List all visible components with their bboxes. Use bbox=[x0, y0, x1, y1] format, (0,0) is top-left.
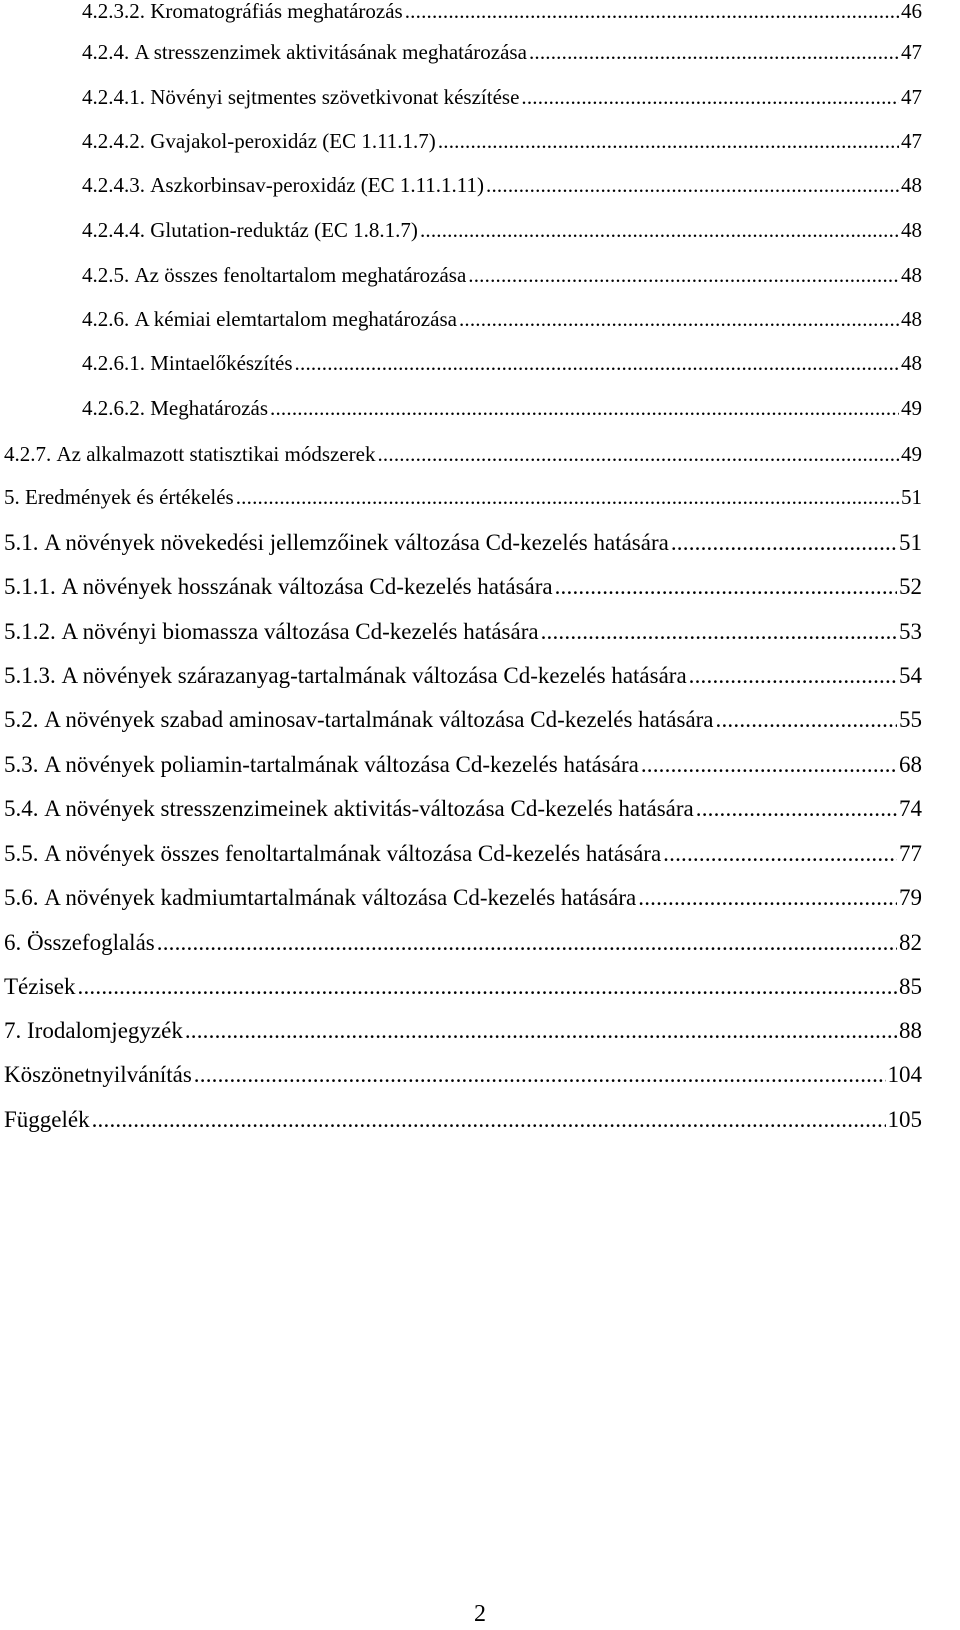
toc-leader-dots bbox=[638, 886, 897, 909]
toc-entry-number: 5.5. bbox=[4, 841, 39, 866]
toc-entry-title: A növények hosszának változása Cd-kezelés hatására bbox=[61, 574, 553, 599]
toc-entry-title: A kémiai elemtartalom meghatározása bbox=[134, 307, 457, 331]
toc-entry-number: 5.2. bbox=[4, 707, 39, 732]
toc-entry-title: Növényi sejtmentes szövetkivonat készítése bbox=[150, 85, 520, 109]
toc-entry-number: 4.2.7. bbox=[4, 442, 52, 466]
toc-entry-number: 4.2.6.2. bbox=[82, 396, 145, 420]
toc-entry-page: 53 bbox=[899, 619, 922, 644]
toc-entry-page: 48 bbox=[901, 218, 922, 242]
toc-entry-number: 5.6. bbox=[4, 885, 39, 910]
toc-entry-number: 5.1.2. bbox=[4, 619, 56, 644]
toc-entry-number: 5.3. bbox=[4, 752, 39, 777]
toc-entry-page: 49 bbox=[901, 396, 922, 420]
toc-entry-title: Aszkorbinsav-peroxidáz (EC 1.11.1.11) bbox=[150, 173, 485, 197]
toc-entry-title: A növények összes fenoltartalmának változása Cd-kezelés hatására bbox=[44, 841, 662, 866]
toc-entry-title: Az alkalmazott statisztikai módszerek bbox=[56, 442, 376, 466]
toc-entry-title: Az összes fenoltartalom meghatározása bbox=[134, 263, 467, 287]
toc-leader-dots bbox=[405, 1, 899, 22]
toc-entry-title: Glutation-reduktáz (EC 1.8.1.7) bbox=[150, 218, 418, 242]
toc-leader-dots bbox=[185, 1019, 897, 1042]
toc-entry-title: Kromatográfiás meghatározás bbox=[150, 0, 403, 23]
toc-entry-page: 82 bbox=[899, 930, 922, 955]
toc-entry-number: 4.2.6.1. bbox=[82, 351, 145, 375]
toc-entry[interactable] bbox=[4, 931, 922, 961]
toc-leader-dots bbox=[438, 131, 899, 152]
toc-entry-title: A növényi biomassza változása Cd-kezelés hatására bbox=[61, 619, 539, 644]
toc-entry-number: 6. bbox=[4, 930, 22, 955]
toc-entry[interactable] bbox=[82, 42, 922, 72]
toc-entry-title: A növények szárazanyag-tartalmának változása Cd-kezelés hatására bbox=[61, 663, 687, 688]
toc-entry[interactable] bbox=[4, 620, 922, 650]
toc-entry[interactable] bbox=[82, 220, 922, 250]
toc-entry-title: A növények szabad aminosav-tartalmának változása Cd-kezelés hatására bbox=[44, 707, 714, 732]
toc-leader-dots bbox=[377, 444, 899, 465]
toc-entry-page: 52 bbox=[899, 574, 922, 599]
toc-entry[interactable] bbox=[4, 886, 922, 916]
toc-leader-dots bbox=[689, 664, 897, 687]
toc-entry[interactable] bbox=[4, 531, 922, 561]
toc-entry[interactable] bbox=[82, 1, 922, 31]
toc-leader-dots bbox=[641, 753, 897, 776]
toc-entry[interactable] bbox=[4, 1108, 922, 1138]
toc-entry[interactable] bbox=[4, 753, 922, 783]
toc-entry-page: 85 bbox=[899, 974, 922, 999]
toc-leader-dots bbox=[295, 353, 899, 374]
toc-entry[interactable] bbox=[4, 1019, 922, 1049]
toc-entry-number: 4.2.4.3. bbox=[82, 173, 145, 197]
toc-entry-title: A stresszenzimek aktivitásának meghatározása bbox=[134, 40, 527, 64]
toc-leader-dots bbox=[663, 842, 897, 865]
toc-entry-number: 4.2.3.2. bbox=[82, 0, 145, 23]
toc-entry[interactable] bbox=[4, 444, 922, 474]
toc-entry-page: 47 bbox=[901, 129, 922, 153]
toc-entry[interactable] bbox=[82, 309, 922, 339]
toc-entry-page: 88 bbox=[899, 1018, 922, 1043]
toc-entry-page: 48 bbox=[901, 307, 922, 331]
toc-entry-number: 5.1. bbox=[4, 530, 39, 555]
toc-leader-dots bbox=[78, 975, 897, 998]
toc-entry-page: 74 bbox=[899, 796, 922, 821]
toc-entry-page: 104 bbox=[887, 1062, 922, 1087]
toc-leader-dots bbox=[468, 265, 899, 286]
toc-leader-dots bbox=[696, 797, 897, 820]
page-number: 2 bbox=[474, 1601, 486, 1627]
toc-leader-dots bbox=[555, 575, 897, 598]
toc-entry-number: 4.2.4. bbox=[82, 40, 130, 64]
toc-entry-page: 48 bbox=[901, 263, 922, 287]
toc-entry[interactable] bbox=[82, 398, 922, 428]
toc-entry[interactable] bbox=[82, 87, 922, 117]
toc-entry-title: Mintaelőkészítés bbox=[150, 351, 293, 375]
toc-entry-number: 5.1.3. bbox=[4, 663, 56, 688]
toc-leader-dots bbox=[716, 708, 897, 731]
toc-entry-page: 48 bbox=[901, 173, 922, 197]
toc-entry-number: 4.2.6. bbox=[82, 307, 130, 331]
toc-entry-page: 51 bbox=[899, 530, 922, 555]
toc-entry-title: A növények kadmiumtartalmának változása Cd-kezelés hatására bbox=[44, 885, 637, 910]
toc-entry-number: 4.2.5. bbox=[82, 263, 130, 287]
toc-entry[interactable] bbox=[4, 975, 922, 1005]
toc-entry-page: 47 bbox=[901, 85, 922, 109]
toc-entry-page: 49 bbox=[901, 442, 922, 466]
toc-entry[interactable] bbox=[82, 131, 922, 161]
toc-leader-dots bbox=[541, 620, 897, 643]
toc-leader-dots bbox=[529, 42, 899, 63]
toc-entry-title: Irodalomjegyzék bbox=[27, 1018, 183, 1043]
toc-entry-number: 5.1.1. bbox=[4, 574, 56, 599]
toc-entry-page: 46 bbox=[901, 0, 922, 23]
toc-leader-dots bbox=[270, 398, 899, 419]
toc-entry-title: A növények növekedési jellemzőinek változása Cd-kezelés hatására bbox=[44, 530, 669, 555]
toc-entry[interactable] bbox=[4, 797, 922, 827]
toc-entry[interactable] bbox=[4, 842, 922, 872]
toc-entry-page: 51 bbox=[901, 485, 922, 509]
toc-entry[interactable] bbox=[82, 353, 922, 383]
toc-leader-dots bbox=[92, 1108, 886, 1131]
toc-entry[interactable] bbox=[4, 487, 922, 517]
toc-entry-page: 48 bbox=[901, 351, 922, 375]
toc-entry-number: 4.2.4.4. bbox=[82, 218, 145, 242]
toc-leader-dots bbox=[486, 175, 899, 196]
toc-leader-dots bbox=[459, 309, 899, 330]
toc-entry-page: 47 bbox=[901, 40, 922, 64]
toc-entry-title: Függelék bbox=[4, 1107, 90, 1132]
toc-entry-title: A növények poliamin-tartalmának változása Cd-kezelés hatására bbox=[44, 752, 639, 777]
toc-leader-dots bbox=[420, 220, 899, 241]
toc-entry[interactable] bbox=[4, 1063, 922, 1093]
toc-entry[interactable] bbox=[4, 708, 922, 738]
toc-leader-dots bbox=[236, 487, 899, 508]
toc-entry-page: 55 bbox=[899, 707, 922, 732]
toc-entry-title: Gvajakol-peroxidáz (EC 1.11.1.7) bbox=[150, 129, 436, 153]
toc-entry-page: 68 bbox=[899, 752, 922, 777]
toc-entry-title: Összefoglalás bbox=[27, 930, 155, 955]
toc-entry-number: 4.2.4.1. bbox=[82, 85, 145, 109]
toc-entry-title: Tézisek bbox=[4, 974, 76, 999]
toc-entry-number: 4.2.4.2. bbox=[82, 129, 145, 153]
toc-entry[interactable] bbox=[82, 175, 922, 205]
toc-entry-page: 79 bbox=[899, 885, 922, 910]
toc-entry-number: 5.4. bbox=[4, 796, 39, 821]
toc-leader-dots bbox=[671, 531, 897, 554]
toc-entry-title: Eredmények és értékelés bbox=[25, 485, 234, 509]
toc-entry-page: 77 bbox=[899, 841, 922, 866]
toc-entry-page: 54 bbox=[899, 663, 922, 688]
toc-entry-number: 5. bbox=[4, 485, 20, 509]
toc-entry-page: 105 bbox=[887, 1107, 922, 1132]
toc-entry-title: Köszönetnyilvánítás bbox=[4, 1062, 192, 1087]
toc-entry[interactable] bbox=[82, 265, 922, 295]
toc-entry-title: Meghatározás bbox=[150, 396, 269, 420]
toc-leader-dots bbox=[194, 1063, 886, 1086]
toc-leader-dots bbox=[157, 931, 897, 954]
toc-leader-dots bbox=[521, 87, 899, 108]
toc-entry-title: A növények stresszenzimeinek aktivitás-változása Cd-kezelés hatására bbox=[44, 796, 694, 821]
toc-entry-number: 7. bbox=[4, 1018, 22, 1043]
toc-entry[interactable] bbox=[4, 575, 922, 605]
toc-entry[interactable] bbox=[4, 664, 922, 694]
